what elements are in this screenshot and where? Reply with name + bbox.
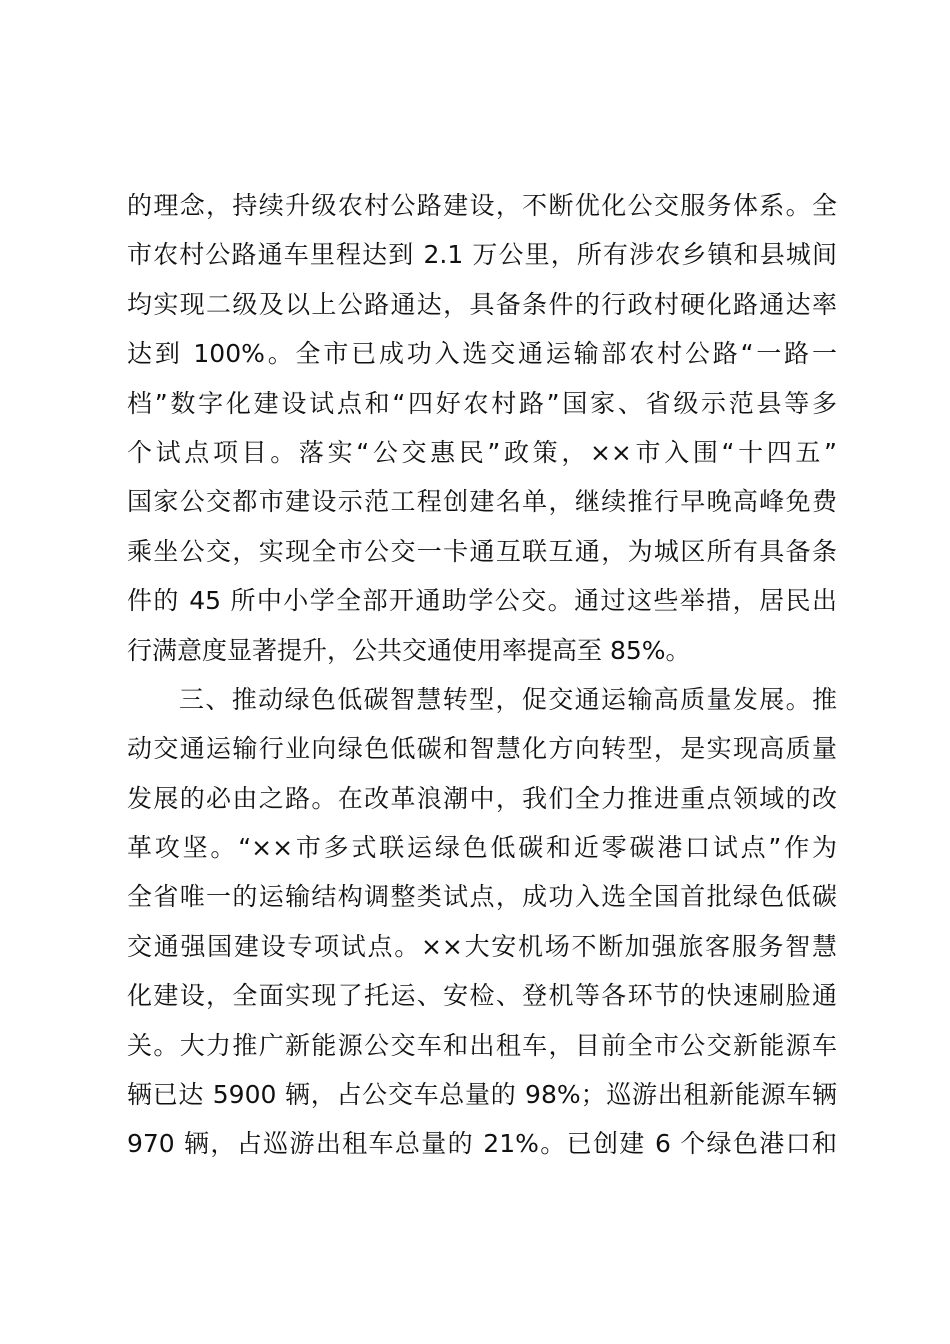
text-line: 件的 45 所中小学全部开通助学公交。通过这些举措，居民出 — [127, 586, 837, 616]
text-line: 的理念，持续升级农村公路建设，不断优化公交服务体系。全 — [127, 191, 837, 220]
text-line: 全省唯一的运输结构调整类试点，成功入选全国首批绿色低碳 — [127, 882, 837, 912]
text-line: 革攻坚。“××市多式联运绿色低碳和近零碳港口试点”作为 — [127, 833, 837, 863]
text-line: 达到 100%。全市已成功入选交通运输部农村公路“一路一 — [127, 339, 837, 369]
text-line: 动交通运输行业向绿色低碳和智慧化方向转型，是实现高质量 — [127, 734, 837, 764]
text-line: 均实现二级及以上公路通达，具备条件的行政村硬化路通达率 — [127, 289, 837, 319]
text-line: 化建设，全面实现了托运、安检、登机等各环节的快速刷脸通 — [127, 981, 837, 1011]
text-line: 乘坐公交，实现全市公交一卡通互联互通，为城区所有具备条 — [127, 536, 837, 566]
text-line: 市农村公路通车里程达到 2.1 万公里，所有涉农乡镇和县城间 — [127, 240, 837, 270]
text-line: 档”数字化建设试点和“四好农村路”国家、省级示范县等多 — [127, 388, 837, 418]
text-line: 发展的必由之路。在改革浪潮中，我们全力推进重点领域的改 — [127, 783, 837, 813]
text-line: 个试点项目。落实“公交惠民”政策，××市入围“十四五” — [127, 437, 837, 467]
body-text — [127, 181, 837, 1169]
text-line: 国家公交都市建设示范工程创建名单，继续推行早晚高峰免费 — [127, 487, 837, 517]
paragraph-end-line: 行满意度显著提升，公共交通使用率提高至 85%。 — [127, 635, 691, 665]
text-line: 关。大力推广新能源公交车和出租车，目前全市公交新能源车 — [127, 1030, 837, 1060]
text-line: 辆已达 5900 辆，占公交车总量的 98%；巡游出租新能源车辆 — [127, 1080, 837, 1110]
text-line: 交通强国建设专项试点。××大安机场不断加强旅客服务智慧 — [127, 931, 837, 961]
text-line: 970 辆，占巡游出租车总量的 21%。已创建 6 个绿色港口和 — [127, 1129, 837, 1159]
section-heading-line: 三、推动绿色低碳智慧转型，促交通运输高质量发展。推 — [179, 684, 837, 714]
